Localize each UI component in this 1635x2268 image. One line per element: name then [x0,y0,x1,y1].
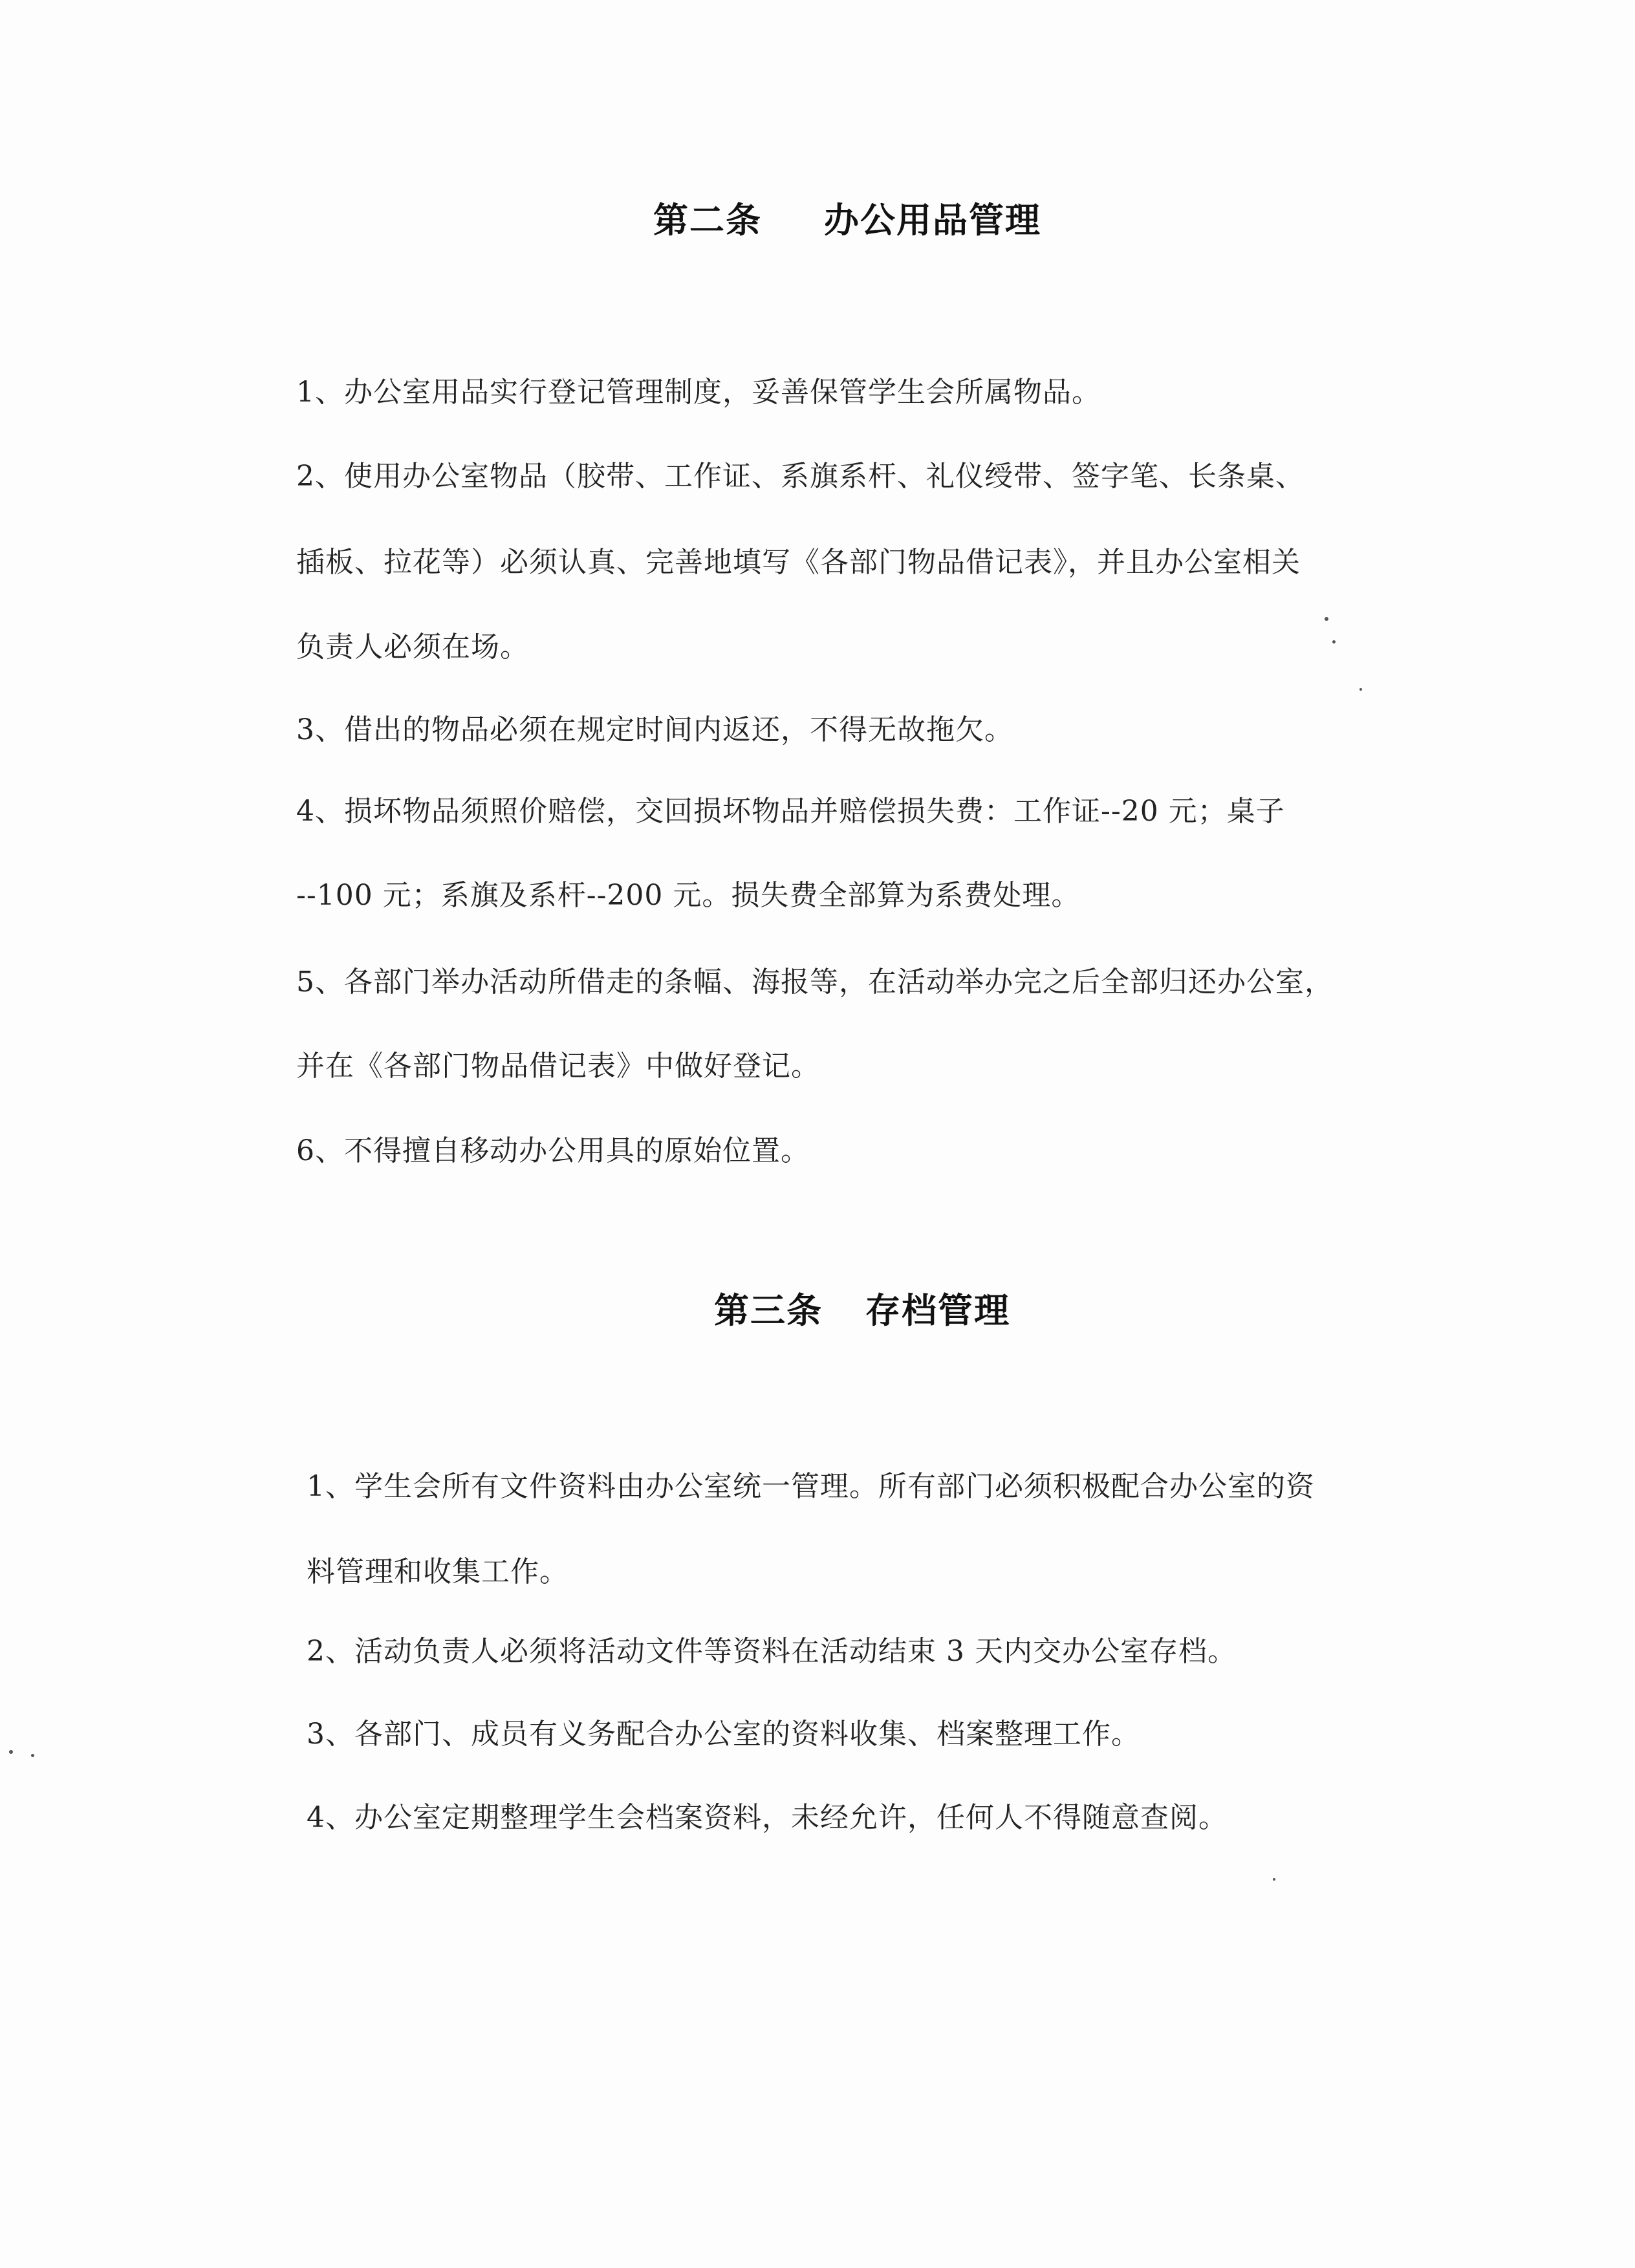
section-3-heading-number: 第三条 [714,1290,823,1331]
scan-speck [1359,688,1362,691]
section-3-line-5: 4、办公室定期整理学生会档案资料，未经允许，任何人不得随意查阅。 [307,1801,1228,1834]
section-2-line-4: 负责人必须在场。 [296,631,529,664]
section-3-line-2: 料管理和收集工作。 [307,1555,568,1588]
section-2-heading-number: 第二条 [653,200,762,241]
scan-speck [1273,1878,1275,1881]
section-2-line-9: 并在《各部门物品借记表》中做好登记。 [296,1050,820,1083]
section-2-line-10: 6、不得擅自移动办公用具的原始位置。 [296,1134,810,1167]
section-2-line-8: 5、各部门举办活动所借走的条幅、海报等，在活动举办完之后全部归还办公室， [296,966,1334,999]
section-2-line-6: 4、损坏物品须照价赔偿，交回损坏物品并赔偿损失费：工作证--20 元；桌子 [296,795,1285,828]
scan-speck [1325,617,1328,621]
section-2-line-2: 2、使用办公室物品（胶带、工作证、系旗系杆、礼仪绶带、签字笔、长条桌、 [296,460,1305,493]
scan-speck [31,1754,34,1757]
section-2-heading-title: 办公用品管理 [824,200,1041,241]
section-2-line-1: 1、办公室用品实行登记管理制度，妥善保管学生会所属物品。 [296,376,1101,409]
section-2-line-7: --100 元；系旗及系杆--200 元。损失费全部算为系费处理。 [296,879,1081,912]
section-2-line-5: 3、借出的物品必须在规定时间内返还，不得无故拖欠。 [296,713,1013,746]
section-3-heading-title: 存档管理 [865,1290,1010,1331]
scan-speck [1332,640,1336,643]
scan-speck [9,1750,13,1754]
section-3-line-4: 3、各部门、成员有义务配合办公室的资料收集、档案整理工作。 [307,1718,1140,1751]
section-3-line-1: 1、学生会所有文件资料由办公室统一管理。所有部门必须积极配合办公室的资 [307,1470,1315,1503]
section-3-line-3: 2、活动负责人必须将活动文件等资料在活动结束 3 天内交办公室存档。 [307,1635,1237,1668]
section-2-line-3: 插板、拉花等）必须认真、完善地填写《各部门物品借记表》，并且办公室相关 [296,546,1301,579]
